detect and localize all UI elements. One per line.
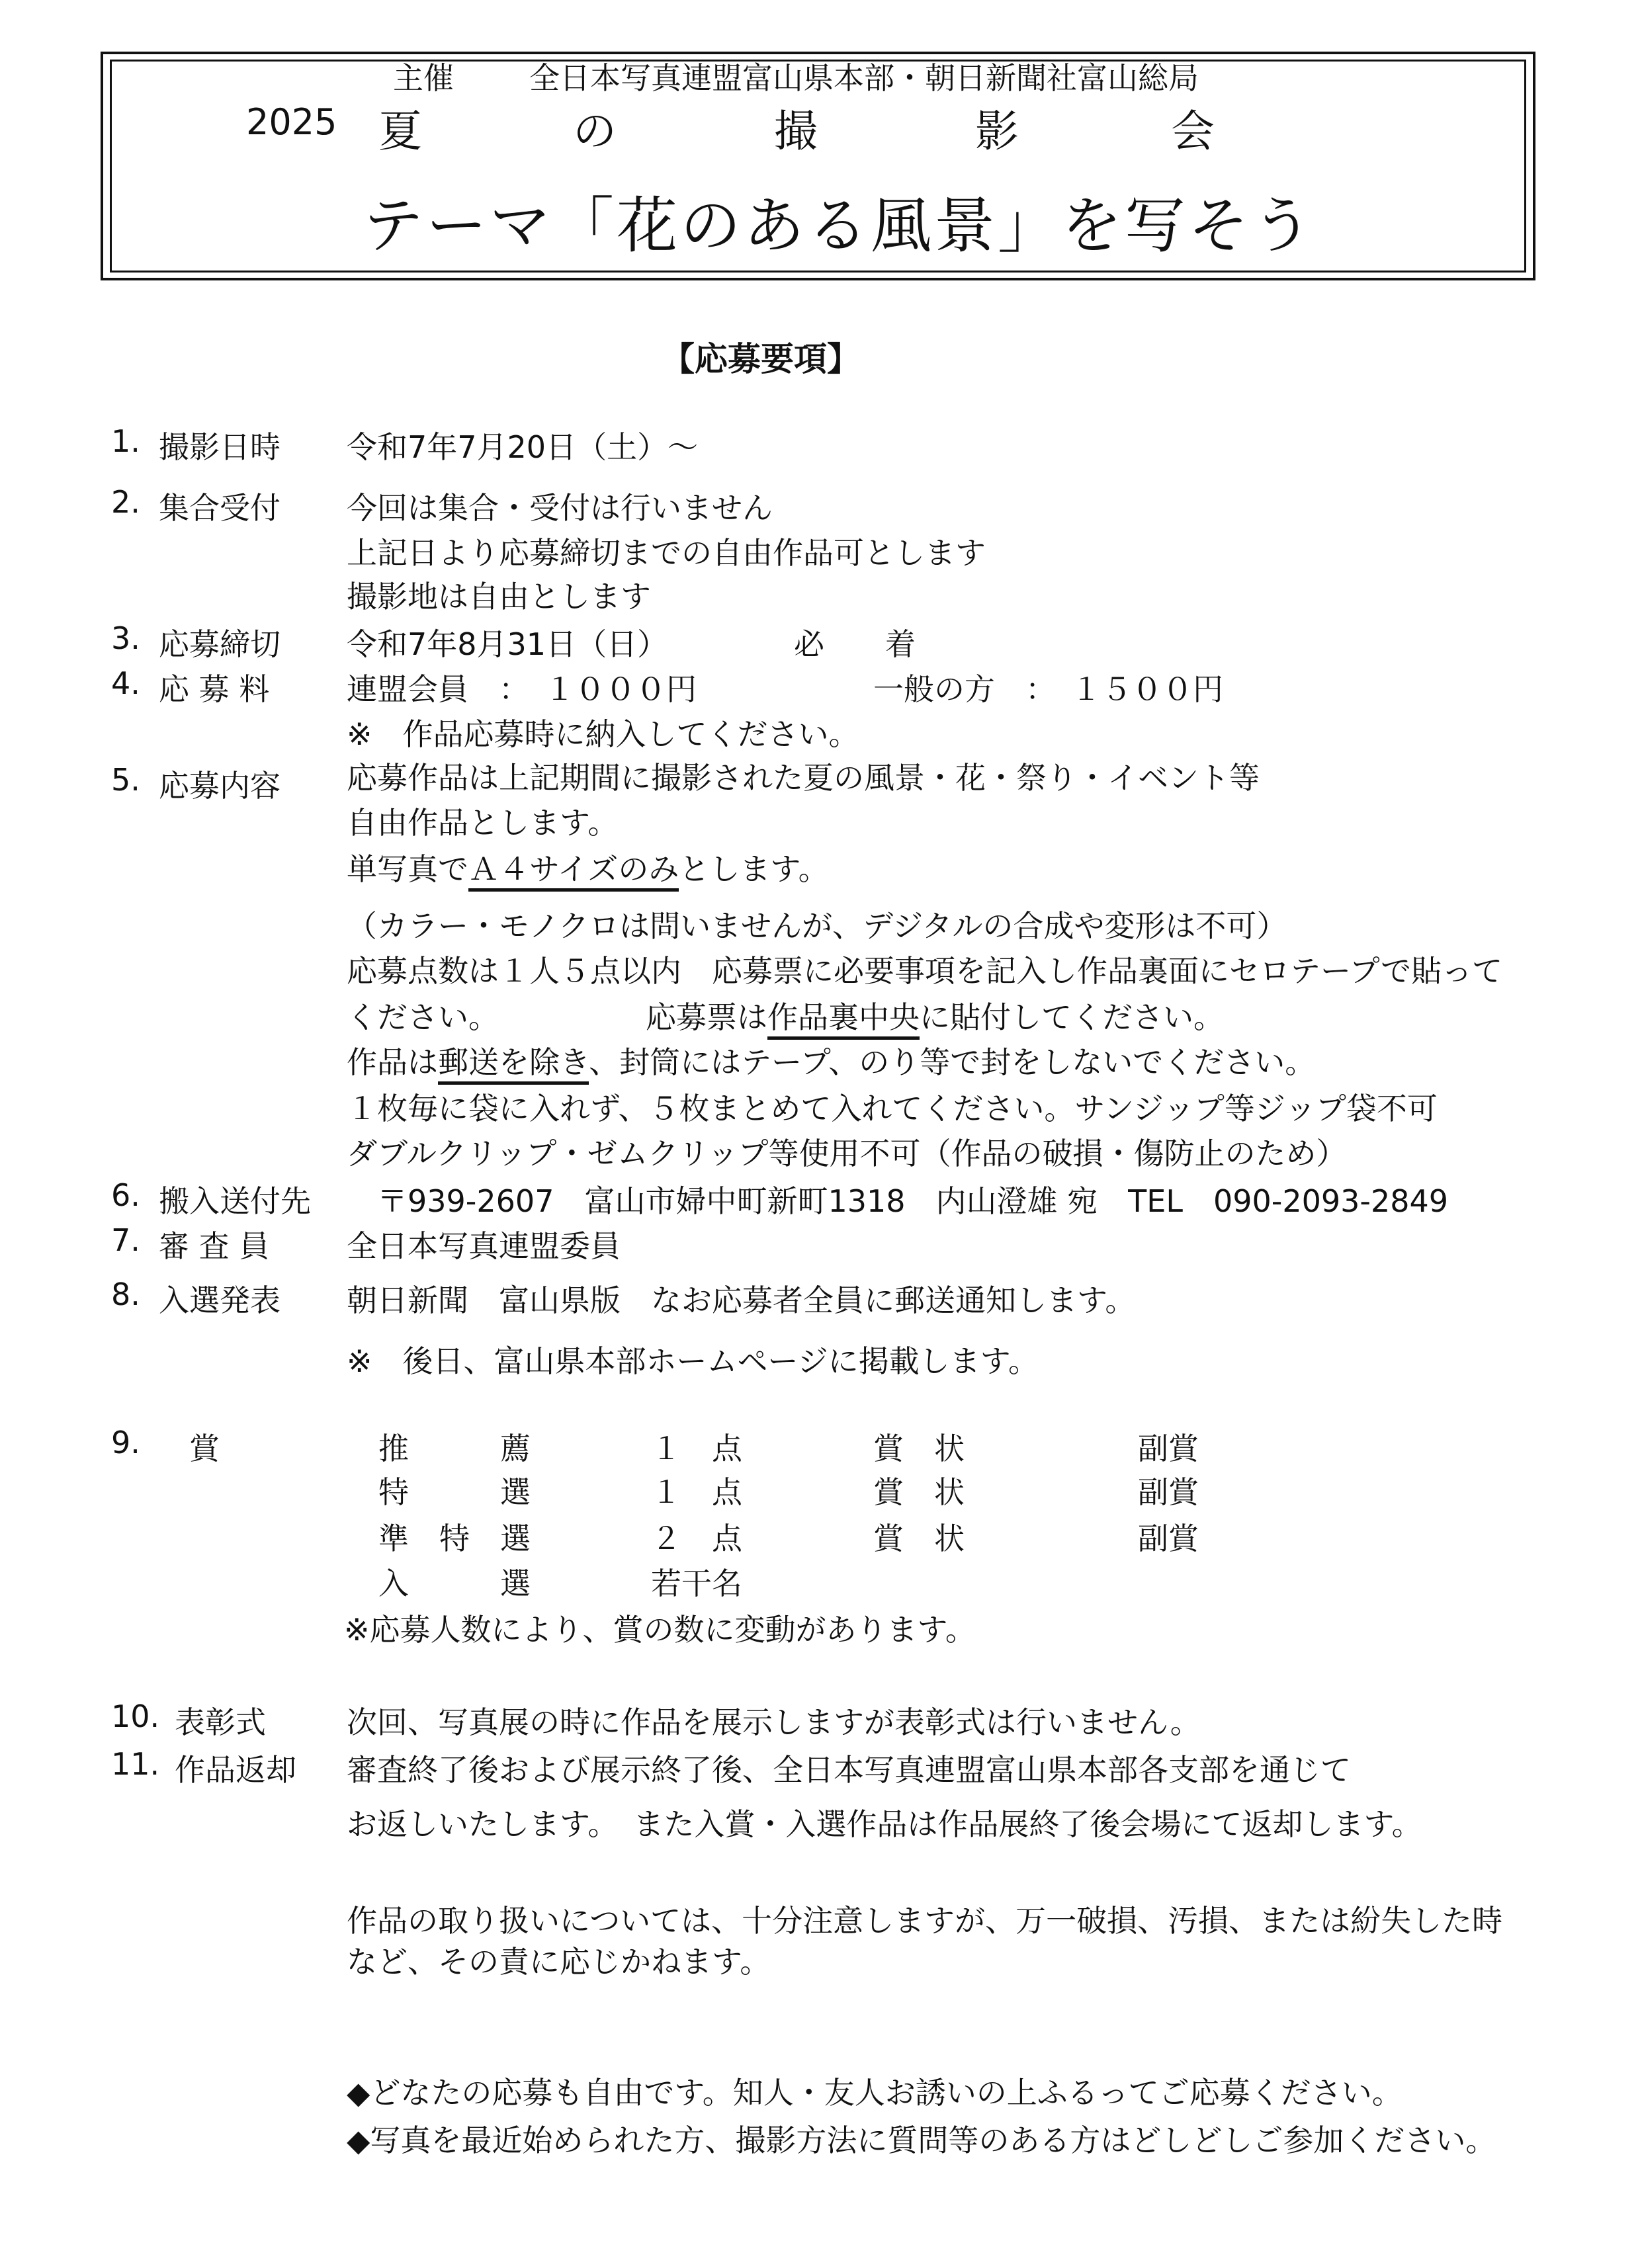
item-number: 6. xyxy=(111,1177,140,1213)
item-number: 5. xyxy=(111,762,140,798)
item-text: 朝日新聞 富山県版 なお応募者全員に郵送通知します。 xyxy=(347,1282,1136,1318)
item-label: 作品返却 xyxy=(175,1752,296,1788)
event-year: 2025 xyxy=(246,101,337,143)
item-number: 1. xyxy=(111,423,140,459)
item-text: お返しいたします。 また入賞・入選作品は作品展終了後会場にて返却します。 xyxy=(347,1806,1422,1842)
section-title: 【応募要項】 xyxy=(662,340,860,378)
award-name: 特 選 xyxy=(378,1474,531,1510)
item-text: 次回、写真展の時に作品を展示しますが表彰式は行いません。 xyxy=(347,1704,1201,1740)
item-number: 10. xyxy=(111,1699,160,1734)
award-certificate: 賞 状 xyxy=(873,1521,965,1556)
award-certificate: 賞 状 xyxy=(873,1431,965,1466)
item-number: 9. xyxy=(111,1425,140,1460)
underlined-text: 作品裏中央 xyxy=(767,999,920,1040)
award-extra: 副賞 xyxy=(1138,1521,1199,1556)
item-label: 賞 xyxy=(189,1431,220,1466)
award-extra: 副賞 xyxy=(1138,1431,1199,1466)
underlined-text: 郵送を除き xyxy=(438,1044,589,1085)
underlined-text: Ａ４サイズのみ xyxy=(468,851,679,892)
event-title-char: 会 xyxy=(1171,106,1215,157)
fee-general: 一般の方 ： １５００円 xyxy=(873,671,1223,707)
event-title-char: 影 xyxy=(975,106,1019,157)
award-extra: 副賞 xyxy=(1138,1474,1199,1510)
deadline-date: 令和7年8月31日（日） xyxy=(347,626,668,662)
item-text: 応募点数は１人５点以内 応募票に必要事項を記入し作品裏面にセロテープで貼って xyxy=(347,953,1503,989)
award-note: ※応募人数により、賞の数に変動があります。 xyxy=(344,1612,976,1648)
footer-note: ◆どなたの応募も自由です。知人・友人お誘いの上ふるってご応募ください。 xyxy=(347,2075,1403,2111)
award-count: 若干名 xyxy=(651,1566,742,1601)
item-text xyxy=(347,845,829,889)
item-text: 今回は集合・受付は行いません xyxy=(347,490,773,526)
item-number: 3. xyxy=(111,620,140,656)
text-segment: 単写真で xyxy=(347,851,468,887)
item-note: ※ 後日、富山県本部ホームページに掲載します。 xyxy=(347,1343,1039,1379)
item-text: ください。 xyxy=(347,999,499,1035)
item-label: 撮影日時 xyxy=(159,429,281,465)
award-count: １ 点 xyxy=(651,1431,742,1466)
item-text: 応募作品は上記期間に撮影された夏の風景・花・祭り・イベント等 xyxy=(347,760,1260,796)
award-name: 推 薦 xyxy=(378,1431,531,1466)
item-text: （カラー・モノクロは問いませんが、デジタルの合成や変形は不可） xyxy=(347,908,1287,944)
item-text: １枚毎に袋に入れず、５枚まとめて入れてください。サンジップ等ジップ袋不可 xyxy=(347,1091,1438,1126)
item-text: 撮影地は自由とします xyxy=(347,579,651,614)
item-text: など、その責に応じかねます。 xyxy=(347,1944,771,1980)
event-title-char: 撮 xyxy=(774,106,818,157)
item-text: ダブルクリップ・ゼムクリップ等使用不可（作品の破損・傷防止のため） xyxy=(347,1136,1347,1171)
item-text: 自由作品とします。 xyxy=(347,805,619,841)
award-name: 準 特 選 xyxy=(378,1521,531,1556)
item-text: 上記日より応募締切までの自由作品可とします xyxy=(347,535,986,571)
item-text xyxy=(347,1038,1315,1082)
award-certificate: 賞 状 xyxy=(873,1474,965,1510)
item-text: 審査終了後および展示終了後、全日本写真連盟富山県本部各支部を通じて xyxy=(347,1752,1351,1788)
text-segment: 、封筒にはテープ、のり等で封をしないでください。 xyxy=(589,1044,1316,1080)
item-number: 8. xyxy=(111,1277,140,1312)
text-segment: に貼付してください。 xyxy=(920,999,1224,1035)
award-count: １ 点 xyxy=(651,1474,742,1510)
item-label: 搬入送付先 xyxy=(159,1183,311,1219)
event-title-char: の xyxy=(573,106,617,157)
item-label: 応 募 料 xyxy=(159,671,270,707)
item-label: 表彰式 xyxy=(175,1704,266,1740)
text-segment: 応募票は xyxy=(646,999,767,1035)
item-number: 7. xyxy=(111,1222,140,1258)
shooting-date: 令和7年7月20日（土）～ xyxy=(347,429,699,465)
footer-note: ◆写真を最近始められた方、撮影方法に質問等のある方はどしどしご参加ください。 xyxy=(347,2122,1496,2158)
host-organizations: 全日本写真連盟富山県本部・朝日新聞社富山総局 xyxy=(529,60,1199,96)
text-segment: とします。 xyxy=(679,851,829,887)
host-label: 主催 xyxy=(393,60,454,96)
item-text xyxy=(646,993,1224,1037)
item-text: 全日本写真連盟委員 xyxy=(347,1228,621,1264)
award-count: ２ 点 xyxy=(651,1521,742,1556)
item-label: 応募締切 xyxy=(159,626,281,662)
item-label: 応募内容 xyxy=(159,768,281,804)
item-label: 入選発表 xyxy=(159,1282,281,1318)
item-number: 4. xyxy=(111,665,140,701)
theme-title: テーマ「花のある風景」を写そう xyxy=(363,190,1316,261)
fee-note: ※ 作品応募時に納入してください。 xyxy=(347,716,859,752)
event-title-char: 夏 xyxy=(378,106,422,157)
text-segment: 作品は xyxy=(347,1044,438,1080)
fee-member: 連盟会員 ： １０００円 xyxy=(347,671,697,707)
item-text: 作品の取り扱いについては、十分注意しますが、万一破損、汚損、または紛失した時 xyxy=(347,1903,1503,1939)
deadline-note: 必 着 xyxy=(794,626,916,662)
delivery-address: 〒939-2607 富山市婦中町新町1318 内山澄雄 宛 TEL 090-2093-2849 xyxy=(377,1183,1449,1219)
award-name: 入 選 xyxy=(378,1566,531,1601)
item-number: 2. xyxy=(111,484,140,520)
item-label: 集合受付 xyxy=(159,490,281,526)
item-label: 審 査 員 xyxy=(159,1228,270,1264)
item-number: 11. xyxy=(111,1746,160,1782)
